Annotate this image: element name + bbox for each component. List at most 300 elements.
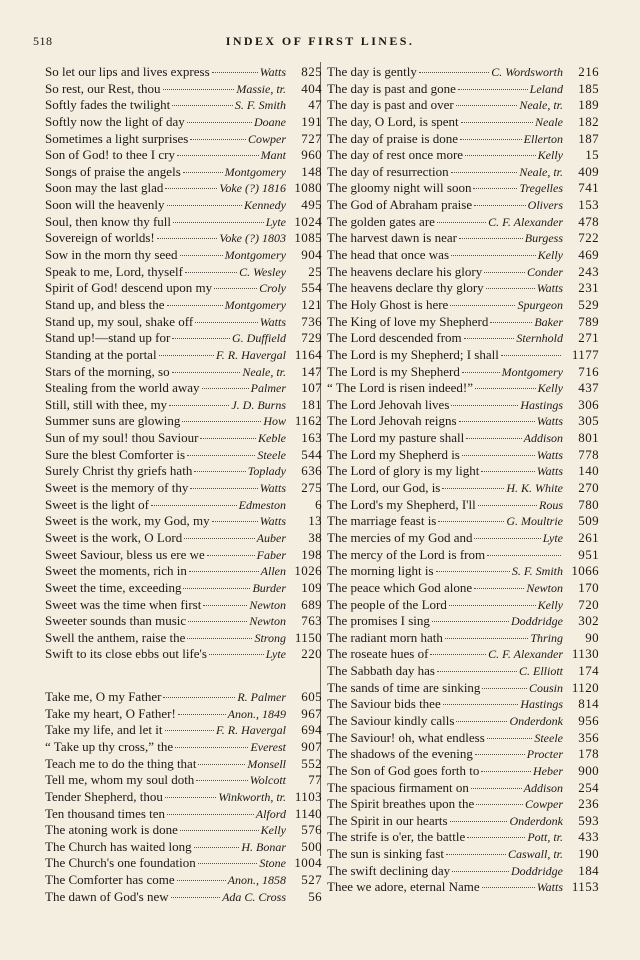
index-entry [45,630,322,647]
dot-leader [163,89,235,90]
index-entry [45,839,322,856]
entry-hymn-number: 967 [301,705,322,721]
index-entry [327,530,599,547]
entry-author: Croly [259,281,286,296]
index-entry [45,772,322,789]
entry-hymn-number: 801 [578,430,599,446]
index-entry [45,855,322,872]
index-entry [45,114,322,131]
dot-leader [167,814,254,815]
entry-author: Auber [256,530,286,545]
entry-author: Lyte [542,530,563,545]
index-entry [327,264,599,281]
dot-leader [466,438,521,439]
dot-leader [436,571,510,572]
dot-leader [198,764,245,765]
entry-hymn-number: 148 [301,163,322,179]
entry-first-line: Teach me to do the thing that [45,755,197,771]
entry-hymn-number: 900 [578,762,599,778]
dot-leader [462,455,535,456]
entry-first-line: The spacious firmament on [327,779,469,795]
index-entry [45,706,322,723]
entry-first-line: The day, O Lord, is spent [327,113,459,129]
entry-hymn-number: 198 [301,546,322,562]
entry-hymn-number: 15 [585,147,599,163]
entry-author: C. Wordsworth [491,65,563,79]
index-entry [45,889,322,906]
entry-first-line: Softly fades the twilight [45,97,171,113]
entry-author: Neale, tr. [242,364,286,379]
dot-leader [450,821,508,822]
index-entry [327,746,599,763]
entry-first-line: Still, still with thee, my [45,396,168,412]
dot-leader [180,255,223,256]
entry-first-line: Stealing from the world away [45,380,200,396]
dot-leader [169,405,229,406]
entry-first-line: Spirit of God! descend upon my [45,280,213,296]
index-entry [45,147,322,164]
index-entry [327,513,599,530]
entry-hymn-number: 904 [301,247,322,263]
dot-leader [465,155,536,156]
entry-author: Procter [526,747,563,762]
entry-first-line: Sweet is the light of [45,496,149,512]
entry-hymn-number: 6 [315,496,322,512]
entry-author: Steele [257,447,286,462]
entry-first-line: The swift declining day [327,862,451,878]
index-entry [327,563,599,580]
entry-author: Montgomery [224,297,286,312]
entry-hymn-number: 716 [578,363,599,379]
entry-first-line: Take my heart, O Father! [45,705,176,721]
entry-first-line: Swell the anthem, raise the [45,629,186,645]
entry-first-line: The Lord descended from [327,330,462,346]
dot-leader [456,105,518,106]
entry-author: Montgomery [224,248,286,263]
dot-leader [481,471,534,472]
entry-first-line: The God of Abraham praise [327,197,473,213]
entry-author: Newton [526,580,563,595]
dot-leader [189,571,259,572]
entry-first-line: The sun is sinking fast [327,846,444,862]
dot-leader [187,122,252,123]
entry-hymn-number: 47 [308,97,322,113]
entry-hymn-number: 409 [578,163,599,179]
index-entry [45,563,322,580]
entry-hymn-number: 270 [578,480,599,496]
dot-leader [449,605,536,606]
entry-author: Lyte [265,214,286,229]
dot-leader [459,238,523,239]
dot-leader [172,338,230,339]
dot-leader [481,771,531,772]
dot-leader [209,654,264,655]
index-entry [45,513,322,530]
entry-first-line: The Church has waited long [45,838,192,854]
entry-hymn-number: 182 [578,113,599,129]
entry-first-line: The roseate hues of [327,646,429,662]
entry-author: Olivers [527,198,563,213]
dot-leader [172,372,241,373]
entry-first-line: Songs of praise the angels [45,163,181,179]
entry-hymn-number: 90 [585,629,599,645]
entry-author: Wolcott [249,773,286,788]
entry-hymn-number: 1162 [294,413,322,429]
dot-leader [177,880,226,881]
entry-first-line: The Lord Jehovah lives [327,396,450,412]
entry-hymn-number: 13 [308,513,322,529]
entry-first-line: The head that once was [327,247,450,263]
entry-first-line: The Lord is my Shepherd; I shall [327,346,499,362]
dot-leader [212,521,258,522]
dot-leader [490,322,532,323]
dot-leader [183,172,223,173]
entry-first-line: The gloomy night will soon [327,180,472,196]
index-entry [45,530,322,547]
index-entry [327,180,599,197]
entry-first-line: Sun of my soul! thou Saviour [45,430,199,446]
entry-first-line: Soul, then know thy full [45,213,172,229]
dot-leader [437,222,486,223]
entry-first-line: The heavens declare thy glory [327,280,484,296]
entry-hymn-number: 163 [301,430,322,446]
index-entry [327,846,599,863]
entry-author: Leland [529,81,563,96]
index-entry [45,447,322,464]
index-entry [45,330,322,347]
entry-first-line: The golden gates are [327,213,435,229]
index-entry [45,380,322,397]
entry-first-line: Standing at the portal [45,346,157,362]
entry-hymn-number: 178 [578,746,599,762]
entry-author: Massie, tr. [236,81,286,96]
index-entry [45,430,322,447]
entry-hymn-number: 527 [301,872,322,888]
entry-author: Mant [260,148,286,163]
dot-leader [458,89,528,90]
entry-hymn-number: 780 [578,496,599,512]
entry-author: Watts [536,281,563,296]
entry-hymn-number: 1164 [294,346,322,362]
entry-author: C. Elliott [518,664,563,679]
index-entry [327,580,599,597]
dot-leader [486,288,535,289]
entry-author: Faber [256,547,286,562]
entry-first-line: The harvest dawn is near [327,230,457,246]
index-entry [327,613,599,630]
entry-hymn-number: 174 [578,663,599,679]
dot-leader [484,272,525,273]
entry-author: F. R. Havergal [216,347,286,362]
index-entry [45,806,322,823]
entry-first-line: The peace which God alone [327,579,473,595]
entry-first-line: The promises I sing [327,613,430,629]
entry-author: Watts [259,481,286,496]
entry-first-line: The Saviour bids thee [327,696,441,712]
dot-leader [471,788,522,789]
entry-author: Kennedy [244,198,286,213]
index-entry [327,497,599,514]
entry-first-line: Soon may the last glad [45,180,164,196]
entry-hymn-number: 1153 [571,879,599,895]
index-entry [45,580,322,597]
entry-author: Burder [252,580,286,595]
entry-author: Hastings [520,697,563,712]
entry-hymn-number: 529 [578,296,599,312]
entry-author: H. K. White [506,481,563,496]
entry-author: J. D. Burns [231,397,286,412]
dot-leader [475,754,525,755]
entry-first-line: Swift to its close ebbs out life's [45,646,207,662]
entry-author: Allen [260,564,286,579]
entry-first-line: The dawn of God's new [45,888,169,904]
entry-hymn-number: 593 [578,812,599,828]
entry-first-line: The day is past and over [327,97,454,113]
entry-author: Stone [259,856,286,871]
index-entry [327,280,599,297]
entry-hymn-number: 153 [578,197,599,213]
entry-first-line: “ Take up thy cross,” the [45,738,174,754]
entry-author: R. Palmer [237,690,286,705]
entry-first-line: The mercy of the Lord is from [327,546,486,562]
entry-first-line: The King of love my Shepherd [327,313,489,329]
entry-first-line: The sands of time are sinking [327,679,481,695]
entry-first-line: The atoning work is done [45,822,178,838]
entry-hymn-number: 1085 [294,230,322,246]
entry-hymn-number: 552 [301,755,322,771]
entry-hymn-number: 694 [301,722,322,738]
index-entry [45,297,322,314]
entry-author: Edmeston [238,497,286,512]
entry-hymn-number: 261 [578,529,599,545]
entry-author: Doddridge [511,614,563,629]
entry-first-line: The Lord Jehovah reigns [327,413,457,429]
entry-hymn-number: 121 [301,296,322,312]
entry-author: Watts [259,514,286,529]
entry-author: Monsell [247,756,286,771]
index-entry [327,730,599,747]
page-header [0,0,640,60]
entry-hymn-number: 185 [578,80,599,96]
entry-hymn-number: 56 [308,888,322,904]
entry-author: Neale [535,114,563,129]
index-entry [45,613,322,630]
dot-leader [182,421,261,422]
dot-leader [464,338,515,339]
entry-first-line: Thee we adore, eternal Name [327,879,480,895]
entry-author: Conder [527,264,563,279]
entry-hymn-number: 184 [578,862,599,878]
entry-first-line: Softly now the light of day [45,113,185,129]
dot-leader [459,421,535,422]
index-entry [45,480,322,497]
entry-author: How [263,414,286,429]
entry-author: F. R. Havergal [216,723,286,738]
entry-hymn-number: 236 [578,796,599,812]
entry-first-line: The Son of God goes forth to [327,762,480,778]
entry-hymn-number: 729 [301,330,322,346]
entry-author: Ellerton [523,131,563,146]
entry-hymn-number: 187 [578,130,599,146]
entry-first-line: Sometimes a light surprises [45,130,189,146]
index-entry [327,547,599,564]
entry-first-line: The day of rest once more [327,147,464,163]
dot-leader [437,671,517,672]
dot-leader [443,704,519,705]
index-entry [327,863,599,880]
dot-leader [183,588,250,589]
index-entry [45,97,322,114]
right-column [327,64,599,896]
running-title: INDEX OF FIRST LINES. [225,34,415,48]
dot-leader [474,205,526,206]
entry-author: S. F. Smith [511,564,563,579]
index-entry [327,64,599,81]
entry-first-line: Sweeter sounds than music [45,613,187,629]
index-entry [45,81,322,98]
index-entry [45,247,322,264]
index-entry [327,347,599,364]
entry-first-line: So rest, our Rest, thou [45,80,161,96]
entry-hymn-number: 356 [578,729,599,745]
left-group-s [45,64,322,663]
dot-leader [203,605,247,606]
dot-leader [198,863,258,864]
entry-first-line: The marriage feast is [327,513,437,529]
dot-leader [487,555,561,556]
index-entry [327,214,599,231]
index-entry [327,796,599,813]
entry-author: Addison [523,431,563,446]
dot-leader [167,205,243,206]
entry-first-line: The Spirit breathes upon the [327,796,475,812]
entry-hymn-number: 814 [578,696,599,712]
dot-leader [165,797,216,798]
entry-hymn-number: 306 [578,396,599,412]
entry-first-line: Surely Christ thy griefs hath [45,463,193,479]
entry-author: Palmer [250,381,286,396]
entry-author: Kelly [537,148,563,163]
entry-hymn-number: 404 [301,80,322,96]
entry-hymn-number: 720 [578,596,599,612]
entry-author: Lyte [265,647,286,662]
dot-leader [452,871,509,872]
entry-author: Thring [530,630,563,645]
entry-author: Toplady [247,464,286,479]
dot-leader [501,355,561,356]
entry-author: Tregelles [519,181,563,196]
entry-author: Voke (?) 1803 [219,231,286,246]
index-entry [327,430,599,447]
entry-hymn-number: 763 [301,613,322,629]
entry-first-line: Tell me, whom my soul doth [45,772,195,788]
entry-hymn-number: 1130 [571,646,599,662]
entry-hymn-number: 216 [578,64,599,79]
entry-author: Montgomery [224,164,286,179]
entry-author: Addison [523,780,563,795]
entry-author: Cowper [247,131,286,146]
entry-author: Cowper [524,797,563,812]
entry-first-line: Stars of the morning, so [45,363,170,379]
dot-leader [175,747,248,748]
entry-author: Hastings [520,397,563,412]
entry-first-line: Sweet the moments, rich in [45,563,187,579]
entry-first-line: The morning light is [327,563,434,579]
dot-leader [194,471,245,472]
entry-hymn-number: 107 [301,380,322,396]
entry-first-line: Soon will the heavenly [45,197,165,213]
dot-leader [474,588,524,589]
dot-leader [451,172,518,173]
index-entry [45,131,322,148]
index-entry [45,597,322,614]
entry-first-line: Sure the blest Comforter is [45,446,186,462]
entry-author: G. Duffield [232,331,286,346]
entry-first-line: The Sabbath day has [327,663,435,679]
index-entry [327,413,599,430]
index-entry [45,463,322,480]
entry-first-line: The Church's one foundation [45,855,196,871]
index-entry [327,247,599,264]
index-entry [45,497,322,514]
entry-first-line: The day of praise is done [327,130,459,146]
index-entry [327,646,599,663]
entry-first-line: Ten thousand times ten [45,805,166,821]
index-entry [327,314,599,331]
entry-author: Spurgeon [517,297,563,312]
entry-hymn-number: 189 [578,97,599,113]
entry-hymn-number: 1026 [294,563,322,579]
entry-author: Watts [536,464,563,479]
entry-author: Pott, tr. [527,830,563,845]
index-entry [327,813,599,830]
entry-first-line: Sweet Saviour, bless us ere we [45,546,205,562]
entry-hymn-number: 254 [578,779,599,795]
entry-first-line: The day is gently [327,64,417,79]
dot-leader [172,105,233,106]
entry-first-line: The Comforter has come [45,872,175,888]
index-entry [45,364,322,381]
entry-hymn-number: 77 [308,772,322,788]
entry-author: Alford [255,806,286,821]
entry-author: Steele [534,730,563,745]
entry-hymn-number: 191 [301,113,322,129]
entry-hymn-number: 1004 [294,855,322,871]
dot-leader [165,188,217,189]
entry-hymn-number: 500 [301,838,322,854]
dot-leader [173,222,264,223]
dot-leader [187,455,255,456]
index-entry [45,180,322,197]
entry-hymn-number: 736 [301,313,322,329]
index-entry [45,756,322,773]
entry-first-line: Sovereign of worlds! [45,230,155,246]
dot-leader [462,372,500,373]
index-entry [327,480,599,497]
dot-leader [476,804,523,805]
index-entry [327,763,599,780]
index-entry [327,663,599,680]
entry-hymn-number: 478 [578,213,599,229]
entry-first-line: “ The Lord is risen indeed!” [327,380,473,396]
entry-author: Baker [534,314,563,329]
entry-hymn-number: 689 [301,596,322,612]
dot-leader [190,139,246,140]
index-entry [45,789,322,806]
index-entry [327,447,599,464]
dot-leader [473,188,517,189]
entry-author: Montgomery [501,364,563,379]
